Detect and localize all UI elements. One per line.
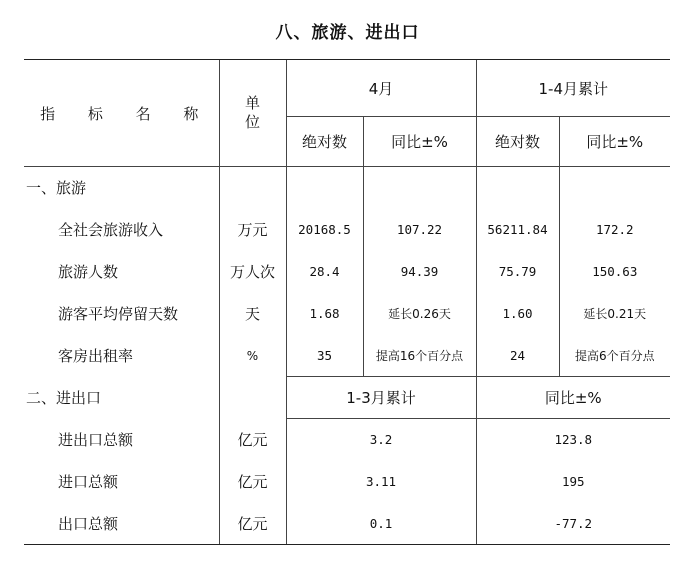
row-cum-abs: 1.60 [476, 293, 559, 335]
row-name: 旅游人数 [58, 263, 119, 281]
header-month-absolute: 绝对数 [286, 117, 363, 167]
row-month-abs: 28.4 [286, 251, 363, 293]
row-month-abs: 35 [286, 335, 363, 377]
header-row-1 [24, 60, 670, 117]
row-unit: 亿元 [219, 461, 286, 503]
header-month-yoy: 同比±% [363, 117, 476, 167]
statistics-table [24, 59, 670, 545]
row-name: 进出口总额 [58, 431, 134, 449]
row-month-yoy: 94.39 [363, 251, 476, 293]
row-cum-yoy: 172.2 [559, 209, 670, 251]
header-cumulative: 1-4月累计 [476, 60, 670, 117]
row-month-yoy: 提高16个百分点 [363, 335, 476, 377]
tourism-section-row [24, 167, 670, 209]
row-month-yoy: 107.22 [363, 209, 476, 251]
row-cum-abs: 75.79 [476, 251, 559, 293]
header-indicator-name: 指 标 名 称 [24, 60, 219, 167]
header-unit-line1: 单 [244, 94, 260, 112]
row-value: 3.2 [286, 419, 476, 461]
trade-header-yoy: 同比±% [476, 377, 670, 419]
row-name: 进口总额 [58, 473, 119, 491]
table-row [24, 293, 670, 335]
trade-section-row [24, 377, 670, 419]
row-month-abs: 20168.5 [286, 209, 363, 251]
row-name: 出口总额 [24, 503, 219, 545]
row-unit: % [219, 335, 286, 377]
header-month: 4月 [286, 60, 476, 117]
header-cum-absolute: 绝对数 [476, 117, 559, 167]
row-unit: 天 [219, 293, 286, 335]
row-value: 0.1 [286, 503, 476, 545]
table-row [24, 335, 670, 377]
row-name: 客房出租率 [58, 347, 134, 365]
row-cum-abs: 56211.84 [476, 209, 559, 251]
header-unit [219, 60, 286, 167]
table-row [24, 503, 670, 545]
trade-section-label: 二、进出口 [26, 389, 102, 407]
row-name: 游客平均停留天数 [58, 305, 179, 323]
tourism-section-label: 一、旅游 [24, 167, 219, 209]
row-unit: 万元 [219, 209, 286, 251]
row-value: 3.11 [286, 461, 476, 503]
header-cum-yoy: 同比±% [559, 117, 670, 167]
row-unit: 亿元 [219, 503, 286, 545]
row-unit: 亿元 [219, 419, 286, 461]
row-yoy: 123.8 [476, 419, 670, 461]
row-month-abs: 1.68 [286, 293, 363, 335]
table-row [24, 251, 670, 293]
header-unit-line2: 位 [244, 113, 260, 131]
table-row [24, 209, 670, 251]
row-cum-yoy: 提高6个百分点 [559, 335, 670, 377]
row-yoy: 195 [476, 461, 670, 503]
row-unit: 万人次 [219, 251, 286, 293]
row-month-yoy: 延长0.26天 [363, 293, 476, 335]
row-name: 全社会旅游收入 [58, 221, 164, 239]
row-cum-yoy: 延长0.21天 [559, 293, 670, 335]
table-row [24, 419, 670, 461]
table-row [24, 461, 670, 503]
row-cum-abs: 24 [476, 335, 559, 377]
row-cum-yoy: 150.63 [559, 251, 670, 293]
trade-header-cumulative: 1-3月累计 [286, 377, 476, 419]
row-yoy: -77.2 [476, 503, 670, 545]
page-title: 八、旅游、进出口 [275, 23, 420, 43]
